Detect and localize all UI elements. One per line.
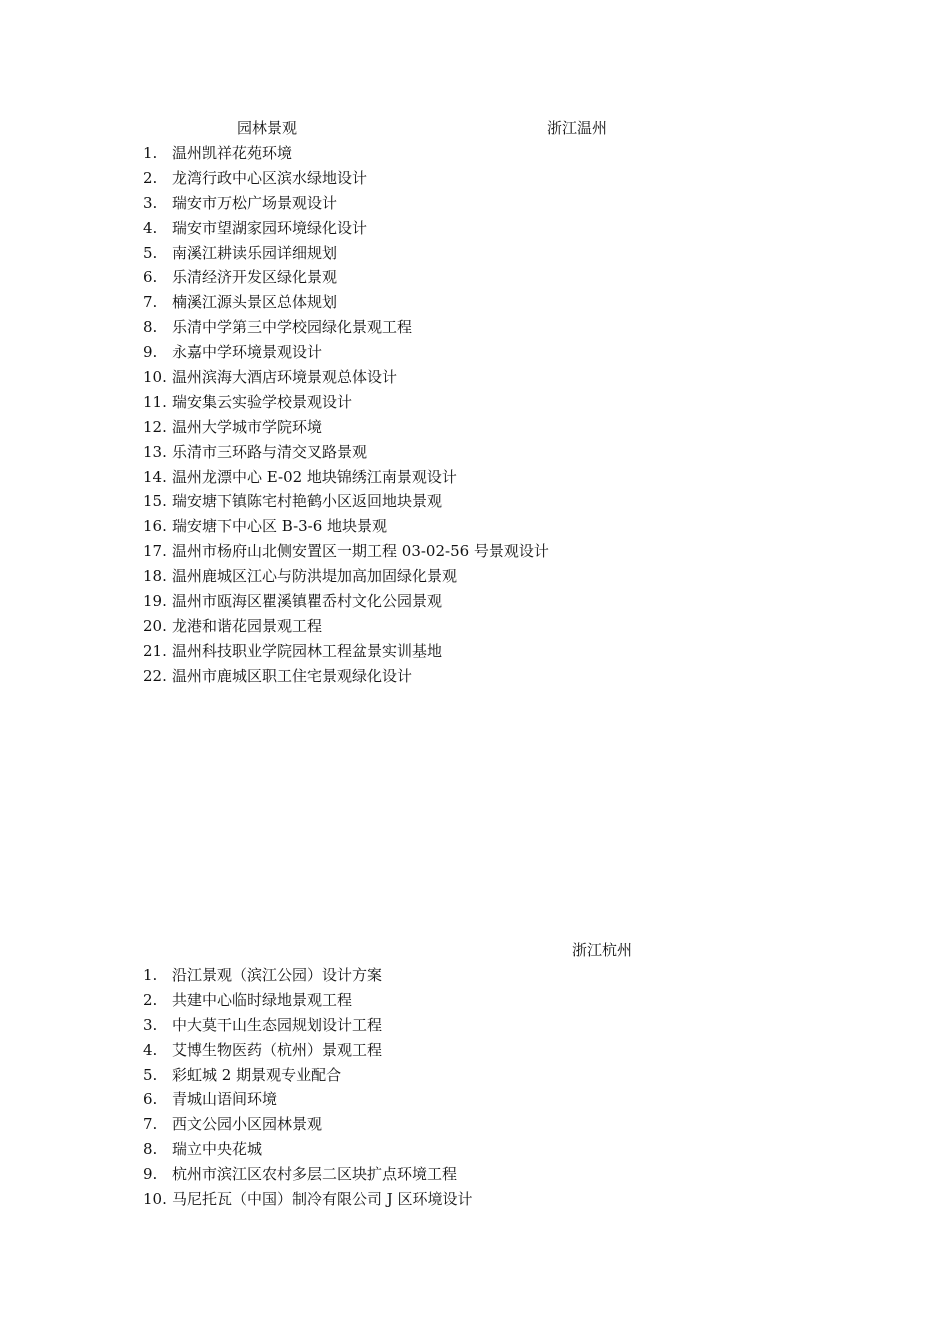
list-item-number: 2. xyxy=(143,990,158,1009)
list-item-number: 5. xyxy=(143,243,158,262)
list-item xyxy=(143,591,549,616)
list-item-number: 7. xyxy=(143,1115,158,1134)
list-item xyxy=(143,965,473,990)
list-item-number: 8. xyxy=(143,1140,158,1159)
list-item-text: 温州市杨府山北侧安置区一期工程 03-02-56 号景观设计 xyxy=(172,542,549,561)
list-item xyxy=(143,168,549,193)
list-item-text: 杭州市滨江区农村多层二区块扩点环境工程 xyxy=(172,1165,458,1184)
list-item-text: 温州大学城市学院环境 xyxy=(172,417,323,436)
list-item-number: 7. xyxy=(143,293,158,312)
list-item-number: 4. xyxy=(143,1040,158,1059)
list-item xyxy=(143,541,549,566)
list-item xyxy=(143,417,549,442)
list-item-text: 马尼托瓦（中国）制冷有限公司 J 区环境设计 xyxy=(172,1190,473,1209)
list-item xyxy=(143,143,549,168)
list-item-text: 瑞安塘下镇陈宅村艳鹤小区返回地块景观 xyxy=(172,492,443,511)
list-item-number: 10. xyxy=(143,368,167,387)
list-item xyxy=(143,442,549,467)
list-item xyxy=(143,267,549,292)
list-item-number: 22. xyxy=(143,666,167,685)
list-item-text: 共建中心临时绿地景观工程 xyxy=(172,990,353,1009)
list-item xyxy=(143,566,549,591)
project-list-wenzhou xyxy=(143,143,549,691)
list-item-text: 温州市瓯海区瞿溪镇瞿岙村文化公园景观 xyxy=(172,592,443,611)
list-item-number: 6. xyxy=(143,268,158,287)
list-item xyxy=(143,1164,473,1189)
list-item-text: 温州凯祥花苑环境 xyxy=(172,144,293,162)
list-item xyxy=(143,1114,473,1139)
list-item xyxy=(143,342,549,367)
list-item xyxy=(143,491,549,516)
list-item-text: 龙湾行政中心区滨水绿地设计 xyxy=(172,168,368,187)
list-item-text: 彩虹城 2 期景观专业配合 xyxy=(172,1065,342,1084)
list-item-text: 温州科技职业学院园林工程盆景实训基地 xyxy=(172,641,443,660)
list-item xyxy=(143,392,549,417)
list-item-number: 10. xyxy=(143,1190,167,1209)
list-item-text: 青城山语间环境 xyxy=(172,1090,278,1109)
region-heading-hangzhou: 浙江杭州 xyxy=(572,941,633,959)
list-item xyxy=(143,1065,473,1090)
list-item xyxy=(143,243,549,268)
list-item-text: 瑞安集云实验学校景观设计 xyxy=(172,392,353,411)
list-item-number: 6. xyxy=(143,1090,158,1109)
list-item-number: 15. xyxy=(143,492,167,511)
list-item xyxy=(143,292,549,317)
list-item xyxy=(143,218,549,243)
list-item-text: 乐清经济开发区绿化景观 xyxy=(172,268,338,287)
list-item xyxy=(143,641,549,666)
list-item-text: 西文公园小区园林景观 xyxy=(172,1115,323,1134)
list-item-number: 13. xyxy=(143,442,167,461)
category-heading: 园林景观 xyxy=(237,119,298,137)
project-list-hangzhou xyxy=(143,965,473,1214)
list-item xyxy=(143,1015,473,1040)
list-item-number: 5. xyxy=(143,1065,158,1084)
list-item-text: 中大莫干山生态园规划设计工程 xyxy=(172,1015,383,1034)
list-item-number: 8. xyxy=(143,318,158,337)
list-item-number: 11. xyxy=(143,392,167,411)
list-item-number: 18. xyxy=(143,567,167,586)
list-item-number: 12. xyxy=(143,417,167,436)
list-item xyxy=(143,367,549,392)
list-item-text: 南溪江耕读乐园详细规划 xyxy=(172,243,338,262)
list-item xyxy=(143,516,549,541)
region-heading-wenzhou: 浙江温州 xyxy=(547,119,608,137)
list-item-number: 19. xyxy=(143,592,167,611)
list-item xyxy=(143,467,549,492)
list-item xyxy=(143,1189,473,1214)
list-item-text: 乐清市三环路与清交叉路景观 xyxy=(172,442,368,461)
list-item-number: 9. xyxy=(143,343,158,362)
list-item-text: 温州市鹿城区职工住宅景观绿化设计 xyxy=(172,666,413,685)
list-item xyxy=(143,1139,473,1164)
list-item-number: 4. xyxy=(143,218,158,237)
list-item-text: 乐清中学第三中学校园绿化景观工程 xyxy=(172,318,413,337)
list-item-text: 沿江景观（滨江公园）设计方案 xyxy=(172,966,383,984)
list-item-text: 温州龙漂中心 E-02 地块锦绣江南景观设计 xyxy=(172,467,457,486)
list-item-text: 永嘉中学环境景观设计 xyxy=(172,343,323,362)
list-item-text: 瑞安塘下中心区 B-3-6 地块景观 xyxy=(172,517,388,536)
list-item-number: 14. xyxy=(143,467,167,486)
list-item xyxy=(143,616,549,641)
list-item xyxy=(143,666,549,691)
list-item-number: 20. xyxy=(143,616,167,635)
list-item-text: 瑞安市望湖家园环境绿化设计 xyxy=(172,218,368,237)
list-item-text: 温州滨海大酒店环境景观总体设计 xyxy=(172,368,398,387)
list-item-number: 1. xyxy=(143,144,158,162)
list-item-text: 龙港和谐花园景观工程 xyxy=(172,616,323,635)
list-item-number: 16. xyxy=(143,517,167,536)
list-item-number: 1. xyxy=(143,966,158,984)
list-item-number: 3. xyxy=(143,193,158,212)
list-item-text: 温州鹿城区江心与防洪堤加高加固绿化景观 xyxy=(172,567,458,586)
list-item xyxy=(143,990,473,1015)
list-item xyxy=(143,1040,473,1065)
list-item xyxy=(143,317,549,342)
list-item-text: 艾博生物医药（杭州）景观工程 xyxy=(172,1040,383,1059)
list-item-number: 9. xyxy=(143,1165,158,1184)
list-item xyxy=(143,1089,473,1114)
list-item xyxy=(143,193,549,218)
list-item-text: 瑞立中央花城 xyxy=(172,1140,263,1159)
list-item-number: 17. xyxy=(143,542,167,561)
list-item-text: 瑞安市万松广场景观设计 xyxy=(172,193,338,212)
list-item-number: 21. xyxy=(143,641,167,660)
list-item-number: 2. xyxy=(143,168,158,187)
list-item-text: 楠溪江源头景区总体规划 xyxy=(172,293,338,312)
list-item-number: 3. xyxy=(143,1015,158,1034)
